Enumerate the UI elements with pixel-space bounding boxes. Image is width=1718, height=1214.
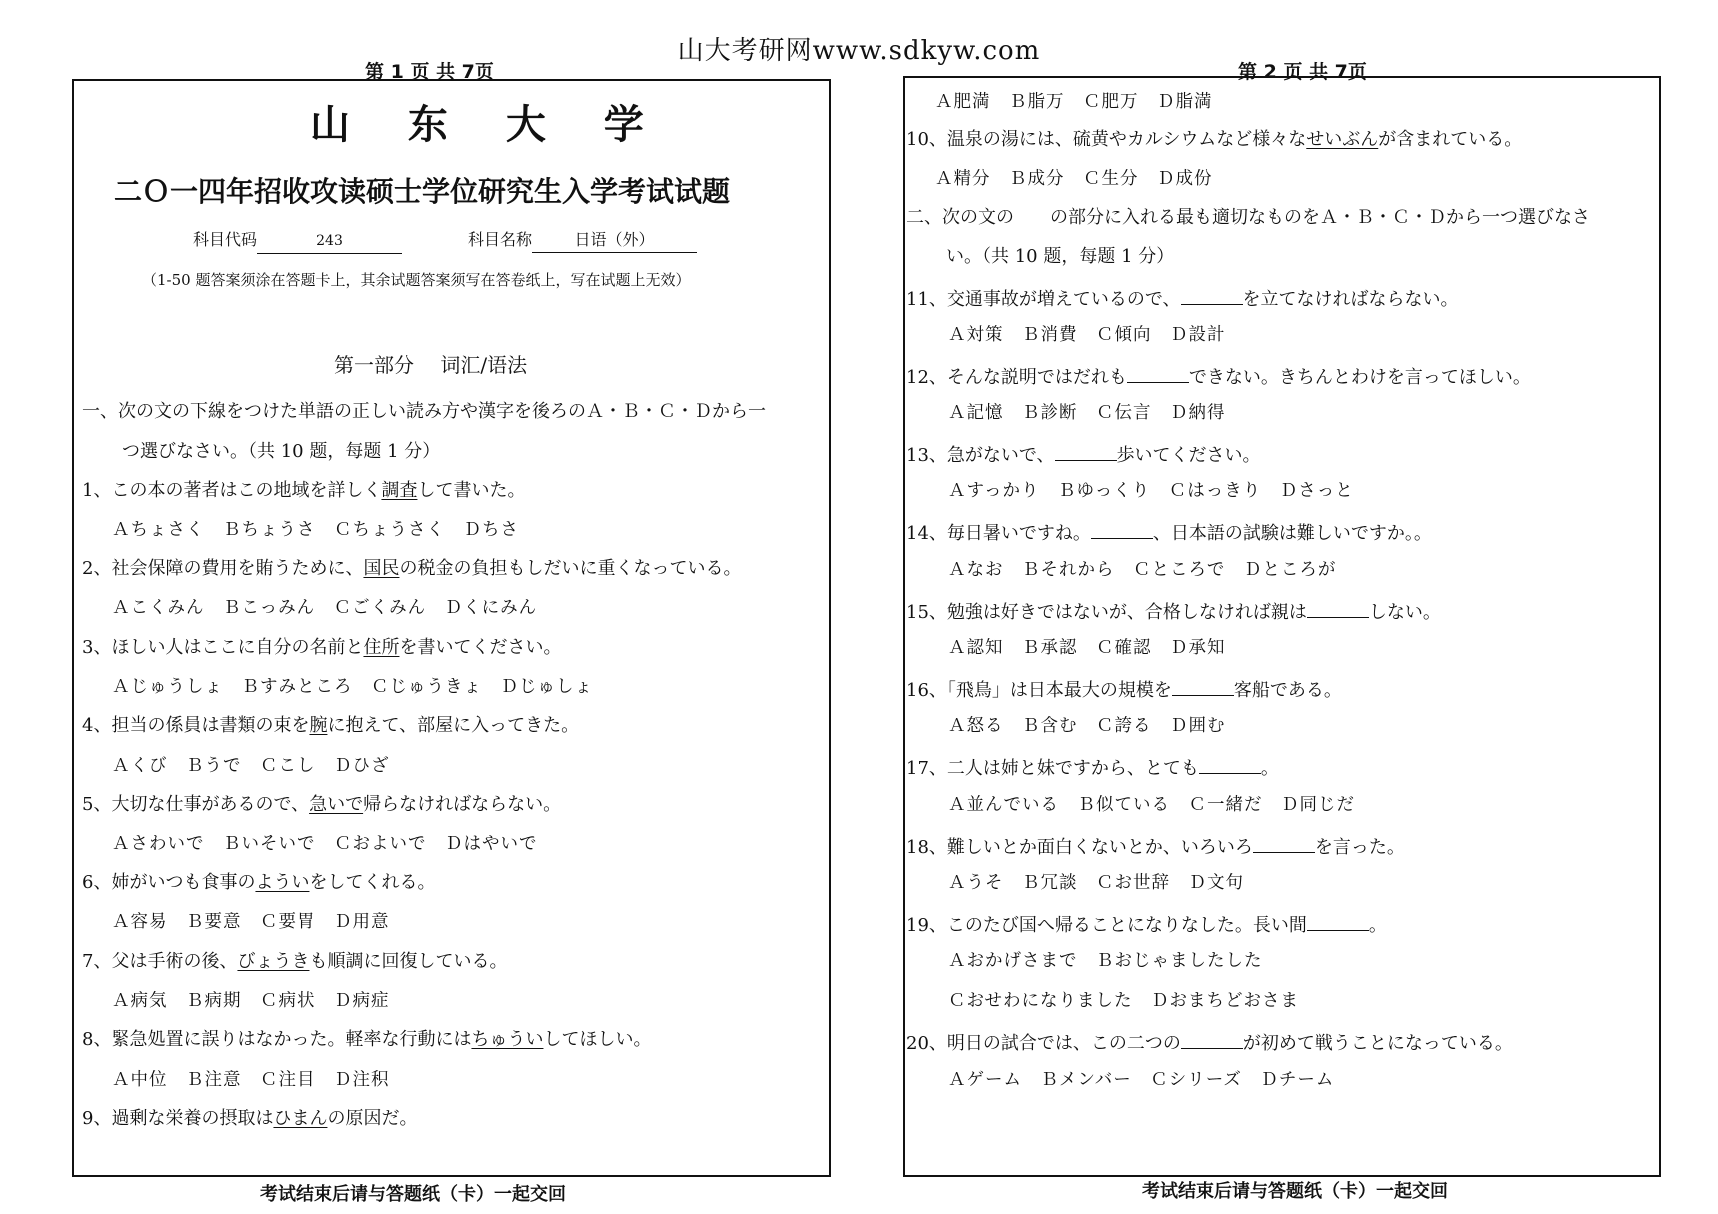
question-9: 9、過剰な栄養の摂取はひまんの原因だ。 — [82, 1108, 418, 1129]
question-6: 6、姉がいつも食事のよういをしてくれる。 — [82, 872, 436, 893]
question-2: 2、社会保障の費用を賄うために、国民の税金の負担もしだいに重くなっている。 — [82, 558, 742, 579]
section2-instruction-1: 二、次の文の の部分に入れる最も適切なものをＡ・Ｂ・Ｃ・Ｄから一つ選びなさ — [906, 207, 1590, 228]
question-15: 15、勉強は好きではないが、合格しなければ親は しない。 — [906, 597, 1441, 625]
site-header: 山大考研网www.sdkyw.com — [677, 36, 1041, 66]
question-2-options: Ａこくみん Ｂこっみん Ｃごくみん Ｄくにみん — [112, 598, 538, 618]
question-16-options: Ａ怒る Ｂ含む Ｃ誇る Ｄ囲む — [948, 716, 1226, 736]
subject-code-value: 243 — [257, 229, 402, 254]
answer-instruction: （1-50 题答案须涂在答题卡上，其余试题答案须写在答卷纸上，写在试题上无效） — [142, 271, 691, 289]
question-18-options: Ａうそ Ｂ冗談 Ｃお世辞 Ｄ文句 — [948, 873, 1244, 893]
question-3: 3、ほしい人はここに自分の名前と住所を書いてください。 — [82, 637, 562, 658]
question-12: 12、そんな説明ではだれも できない。きちんとわけを言ってほしい。 — [906, 362, 1531, 390]
subject-code-row — [193, 228, 402, 254]
question-15-options: Ａ認知 Ｂ承認 Ｃ確認 Ｄ承知 — [948, 638, 1226, 658]
question-7-options: Ａ病気 Ｂ病期 Ｃ病状 Ｄ病症 — [112, 991, 390, 1011]
question-17-options: Ａ並んでいる Ｂ似ている Ｃ一緒だ Ｄ同じだ — [948, 795, 1355, 815]
question-7: 7、父は手術の後、びょうきも順調に回復している。 — [82, 951, 508, 972]
question-1-options: Ａちょさく Ｂちょうさ Ｃちょうさく Ｄちさ — [112, 520, 519, 540]
question-20: 20、明日の試合では、この二つの が初めて戦うことになっている。 — [906, 1028, 1513, 1056]
subject-name-label: 科目名称 — [468, 230, 533, 249]
question-3-options: Ａじゅうしょ Ｂすみところ Ｃじゅうきょ Ｄじゅしょ — [112, 677, 593, 697]
subject-name-row — [468, 228, 697, 253]
subject-code-label: 科目代码 — [193, 230, 258, 249]
question-13-options: Ａすっかり Ｂゆっくり Ｃはっきり Ｄさっと — [948, 481, 1354, 501]
subject-name-value: 日语（外） — [532, 228, 697, 253]
question-14-options: Ａなお Ｂそれから Ｃところで Ｄところが — [948, 560, 1337, 580]
question-11: 11、交通事故が増えているので、 を立てなければならない。 — [906, 284, 1459, 312]
question-16: 16、「飛鳥」は日本最大の規模を 客船である。 — [906, 675, 1342, 703]
section1-instruction-2: つ選びなさい。（共 10 题，每题 1 分） — [122, 441, 441, 462]
question-11-options: Ａ対策 Ｂ消費 Ｃ傾向 Ｄ設計 — [948, 325, 1226, 345]
question-20-options: Ａゲーム Ｂメンバー Ｃシリーズ Ｄチーム — [948, 1070, 1335, 1090]
section2-instruction-2: い。（共 10 题，每题 1 分） — [946, 246, 1175, 267]
question-18: 18、難しいとか面白くないとか、いろいろ を言った。 — [906, 832, 1405, 860]
question-12-options: Ａ記憶 Ｂ診断 Ｃ伝言 Ｄ納得 — [948, 403, 1226, 423]
question-8: 8、緊急処置に誤りはなかった。軽率な行動にはちゅういしてほしい。 — [82, 1029, 652, 1050]
question-19-options-1: Ａおかげさまで Ｂおじゃましたした — [948, 951, 1263, 971]
question-6-options: Ａ容易 Ｂ要意 Ｃ要胃 Ｄ用意 — [112, 912, 390, 932]
university-title: 山 东 大 学 — [310, 101, 666, 148]
question-8-options: Ａ中位 Ｂ注意 Ｃ注目 Ｄ注积 — [112, 1070, 390, 1090]
page-1-footer: 考试结束后请与答题纸（卡）一起交回 — [260, 1184, 566, 1205]
question-10-options: Ａ精分 Ｂ成分 Ｃ生分 Ｄ成份 — [935, 169, 1213, 189]
question-9-options: Ａ肥満 Ｂ脂万 Ｃ肥万 Ｄ脂満 — [935, 92, 1213, 112]
question-17: 17、二人は姉と妹ですから、とても 。 — [906, 753, 1279, 781]
question-19: 19、このたび国へ帰ることになりなした。長い間 。 — [906, 910, 1387, 938]
exam-title: 二Ｏ一四年招收攻读硕士学位研究生入学考试试题 — [114, 175, 731, 208]
question-1: 1、この本の著者はこの地域を詳しく調査して書いた。 — [82, 480, 526, 501]
question-10: 10、温泉の湯には、硫黄やカルシウムなど様々なせいぶんが含まれている。 — [906, 129, 1523, 150]
question-4: 4、担当の係員は書類の束を腕に抱えて、部屋に入ってきた。 — [82, 715, 580, 736]
question-5: 5、大切な仕事があるので、急いで帰らなければならない。 — [82, 794, 562, 815]
page-2-label: 第 2 页 共 7页 — [1238, 61, 1367, 83]
question-13: 13、急がないで、 歩いてください。 — [906, 440, 1261, 468]
question-5-options: Ａさわいで Ｂいそいで Ｃおよいで Ｄはやいで — [112, 834, 538, 854]
question-14: 14、毎日暑いですね。 、日本語の試験は難しいですか。。 — [906, 518, 1432, 546]
section1-instruction-1: 一、次の文の下線をつけた単語の正しい読み方や漢字を後ろのＡ・Ｂ・Ｃ・Ｄから一 — [82, 401, 766, 422]
page-1-label: 第 1 页 共 7页 — [365, 61, 494, 83]
question-4-options: Ａくび Ｂうで Ｃこし Ｄひざ — [112, 756, 390, 776]
page-2-footer: 考试结束后请与答题纸（卡）一起交回 — [1142, 1181, 1448, 1202]
question-19-options-2: Ｃおせわになりました Ｄおまちどおさま — [948, 991, 1299, 1011]
part-title: 第一部分 词汇/语法 — [334, 353, 528, 377]
